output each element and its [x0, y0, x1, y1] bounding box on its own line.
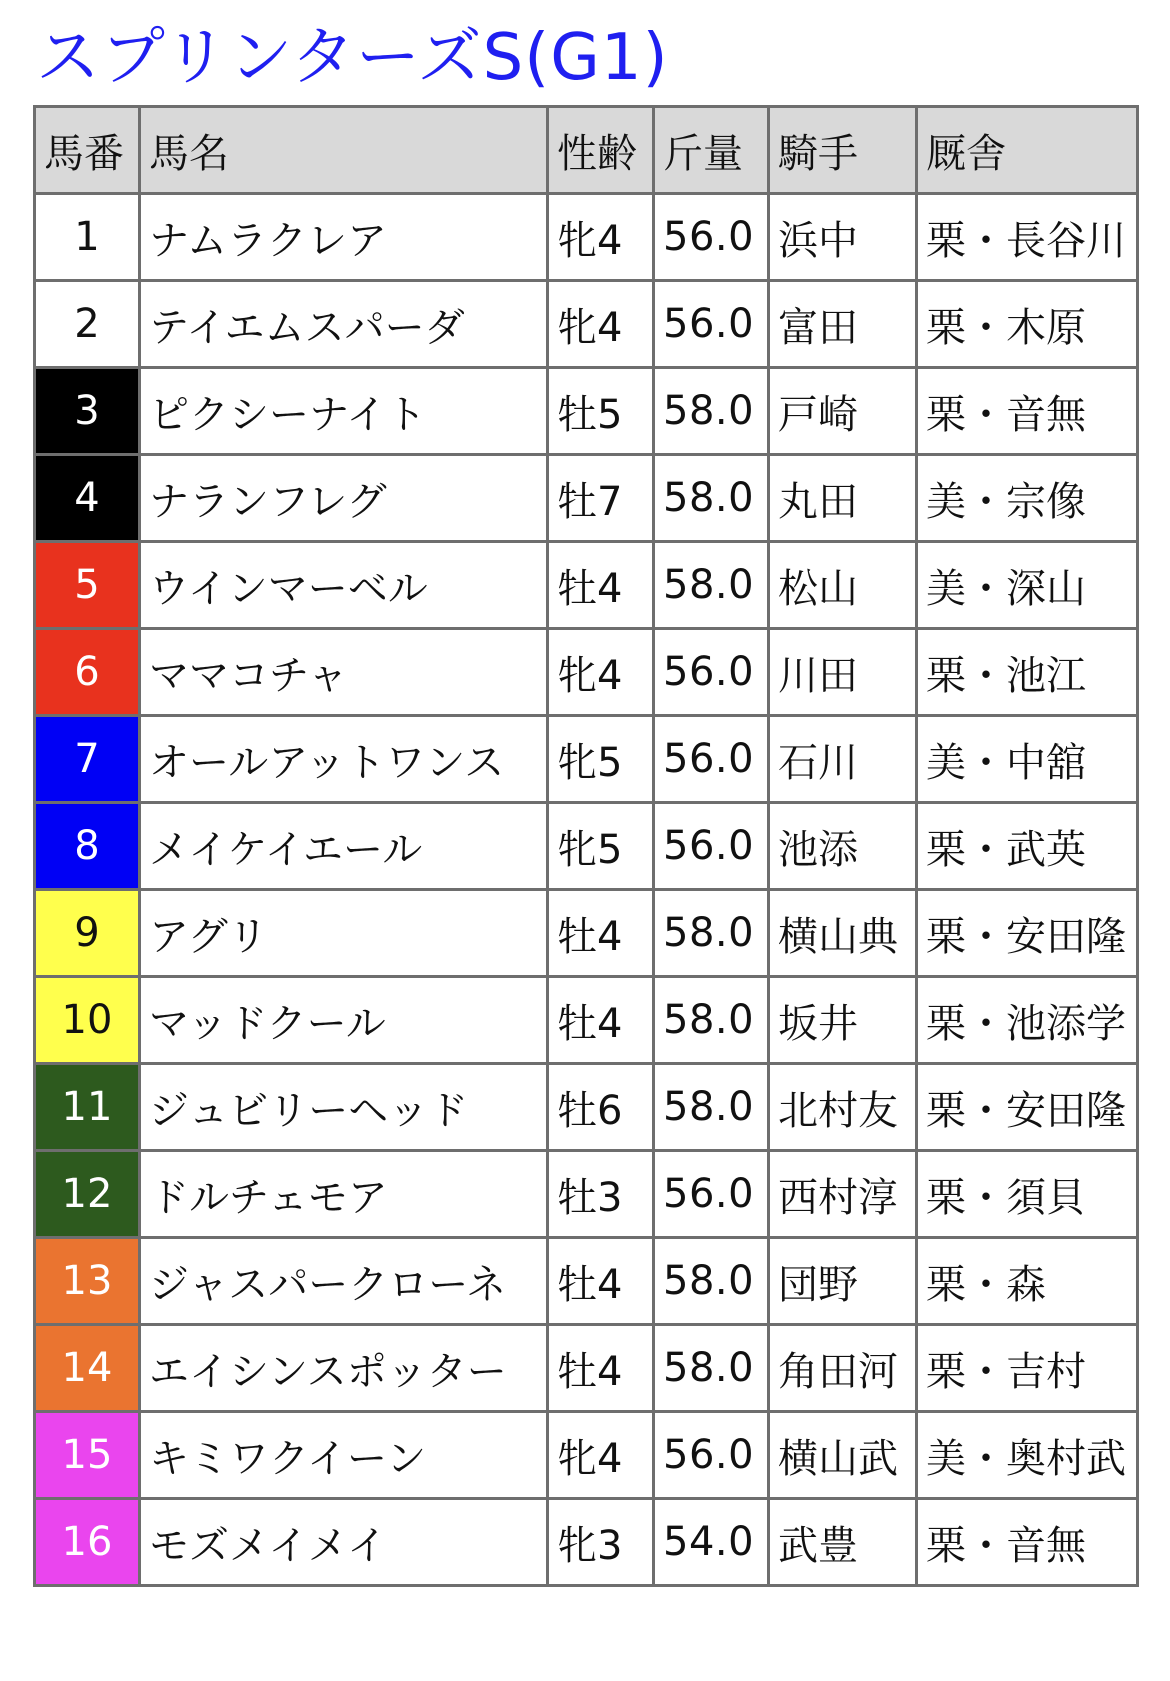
table-row: [35, 1412, 1138, 1499]
header-horse-number: 馬番: [35, 107, 140, 194]
horse-name-cell: オールアットワンス: [140, 716, 548, 803]
sex-age-cell: 牝4: [548, 629, 654, 716]
table-row: [35, 542, 1138, 629]
horse-name-cell: ピクシーナイト: [140, 368, 548, 455]
stable-cell: 栗・武英: [917, 803, 1138, 890]
table-row: [35, 1238, 1138, 1325]
jockey-cell: 浜中: [769, 194, 917, 281]
stable-cell: 栗・長谷川: [917, 194, 1138, 281]
weight-cell: 58.0: [654, 1238, 769, 1325]
horse-number-cell: 12: [35, 1151, 140, 1238]
header-stable: 厩舎: [917, 107, 1138, 194]
sex-age-cell: 牡6: [548, 1064, 654, 1151]
header-jockey: 騎手: [769, 107, 917, 194]
stable-cell: 美・宗像: [917, 455, 1138, 542]
sex-age-cell: 牡4: [548, 1238, 654, 1325]
horse-number-cell: 7: [35, 716, 140, 803]
sex-age-cell: 牝5: [548, 803, 654, 890]
weight-cell: 58.0: [654, 977, 769, 1064]
horse-number-cell: 16: [35, 1499, 140, 1586]
horse-name-cell: マッドクール: [140, 977, 548, 1064]
weight-cell: 58.0: [654, 368, 769, 455]
weight-cell: 58.0: [654, 1064, 769, 1151]
stable-cell: 栗・安田隆: [917, 1064, 1138, 1151]
weight-cell: 56.0: [654, 1151, 769, 1238]
sex-age-cell: 牡7: [548, 455, 654, 542]
stable-cell: 美・深山: [917, 542, 1138, 629]
header-sex-age: 性齢: [548, 107, 654, 194]
race-entries-table: [33, 105, 1139, 1587]
sex-age-cell: 牡4: [548, 890, 654, 977]
stable-cell: 栗・池添学: [917, 977, 1138, 1064]
sex-age-cell: 牝4: [548, 281, 654, 368]
horse-name-cell: アグリ: [140, 890, 548, 977]
horse-name-cell: ジャスパークローネ: [140, 1238, 548, 1325]
weight-cell: 56.0: [654, 194, 769, 281]
weight-cell: 56.0: [654, 1412, 769, 1499]
table-header-row: [35, 107, 1138, 194]
horse-name-cell: テイエムスパーダ: [140, 281, 548, 368]
sex-age-cell: 牝4: [548, 194, 654, 281]
sex-age-cell: 牝4: [548, 1412, 654, 1499]
stable-cell: 栗・安田隆: [917, 890, 1138, 977]
stable-cell: 栗・須貝: [917, 1151, 1138, 1238]
sex-age-cell: 牡4: [548, 977, 654, 1064]
stable-cell: 栗・木原: [917, 281, 1138, 368]
horse-number-cell: 1: [35, 194, 140, 281]
stable-cell: 美・中舘: [917, 716, 1138, 803]
horse-name-cell: エイシンスポッター: [140, 1325, 548, 1412]
horse-name-cell: ウインマーベル: [140, 542, 548, 629]
sex-age-cell: 牝5: [548, 716, 654, 803]
stable-cell: 栗・音無: [917, 1499, 1138, 1586]
weight-cell: 56.0: [654, 281, 769, 368]
table-row: [35, 194, 1138, 281]
jockey-cell: 石川: [769, 716, 917, 803]
weight-cell: 58.0: [654, 542, 769, 629]
table-row: [35, 716, 1138, 803]
horse-number-cell: 4: [35, 455, 140, 542]
jockey-cell: 松山: [769, 542, 917, 629]
table-row: [35, 281, 1138, 368]
jockey-cell: 角田河: [769, 1325, 917, 1412]
table-row: [35, 803, 1138, 890]
horse-name-cell: ママコチャ: [140, 629, 548, 716]
jockey-cell: 丸田: [769, 455, 917, 542]
table-row: [35, 455, 1138, 542]
horse-number-cell: 10: [35, 977, 140, 1064]
jockey-cell: 横山典: [769, 890, 917, 977]
page-title: スプリンターズS(G1): [36, 21, 669, 95]
stable-cell: 栗・音無: [917, 368, 1138, 455]
weight-cell: 58.0: [654, 890, 769, 977]
sex-age-cell: 牡5: [548, 368, 654, 455]
horse-number-cell: 15: [35, 1412, 140, 1499]
table-row: [35, 977, 1138, 1064]
jockey-cell: 坂井: [769, 977, 917, 1064]
table-row: [35, 890, 1138, 977]
weight-cell: 58.0: [654, 1325, 769, 1412]
weight-cell: 56.0: [654, 716, 769, 803]
jockey-cell: 西村淳: [769, 1151, 917, 1238]
sex-age-cell: 牡4: [548, 542, 654, 629]
jockey-cell: 川田: [769, 629, 917, 716]
horse-number-cell: 9: [35, 890, 140, 977]
table-row: [35, 1499, 1138, 1586]
jockey-cell: 戸崎: [769, 368, 917, 455]
weight-cell: 58.0: [654, 455, 769, 542]
stable-cell: 栗・森: [917, 1238, 1138, 1325]
jockey-cell: 池添: [769, 803, 917, 890]
jockey-cell: 横山武: [769, 1412, 917, 1499]
jockey-cell: 北村友: [769, 1064, 917, 1151]
jockey-cell: 団野: [769, 1238, 917, 1325]
header-horse-name: 馬名: [140, 107, 548, 194]
horse-number-cell: 11: [35, 1064, 140, 1151]
header-weight: 斤量: [654, 107, 769, 194]
horse-name-cell: ナムラクレア: [140, 194, 548, 281]
horse-number-cell: 14: [35, 1325, 140, 1412]
table-row: [35, 368, 1138, 455]
horse-name-cell: キミワクイーン: [140, 1412, 548, 1499]
table-row: [35, 1064, 1138, 1151]
horse-number-cell: 8: [35, 803, 140, 890]
jockey-cell: 武豊: [769, 1499, 917, 1586]
weight-cell: 54.0: [654, 1499, 769, 1586]
stable-cell: 栗・吉村: [917, 1325, 1138, 1412]
horse-name-cell: ジュビリーヘッド: [140, 1064, 548, 1151]
sex-age-cell: 牡3: [548, 1151, 654, 1238]
table-row: [35, 1325, 1138, 1412]
horse-name-cell: ドルチェモア: [140, 1151, 548, 1238]
jockey-cell: 富田: [769, 281, 917, 368]
table-row: [35, 629, 1138, 716]
horse-number-cell: 2: [35, 281, 140, 368]
sex-age-cell: 牡4: [548, 1325, 654, 1412]
table-row: [35, 1151, 1138, 1238]
horse-name-cell: メイケイエール: [140, 803, 548, 890]
stable-cell: 美・奥村武: [917, 1412, 1138, 1499]
weight-cell: 56.0: [654, 629, 769, 716]
horse-name-cell: ナランフレグ: [140, 455, 548, 542]
sex-age-cell: 牝3: [548, 1499, 654, 1586]
horse-number-cell: 3: [35, 368, 140, 455]
horse-name-cell: モズメイメイ: [140, 1499, 548, 1586]
horse-number-cell: 13: [35, 1238, 140, 1325]
weight-cell: 56.0: [654, 803, 769, 890]
stable-cell: 栗・池江: [917, 629, 1138, 716]
horse-number-cell: 5: [35, 542, 140, 629]
horse-number-cell: 6: [35, 629, 140, 716]
